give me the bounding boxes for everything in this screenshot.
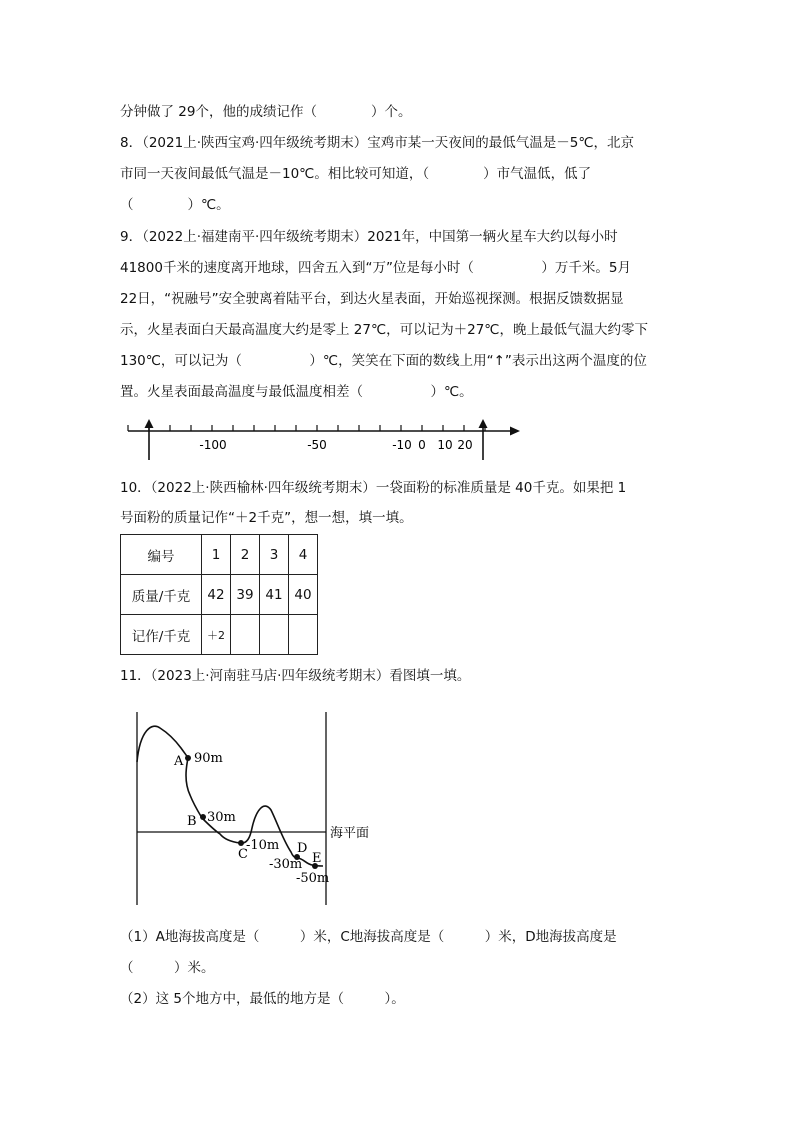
point-label-d: D [297,841,308,856]
up-arrow-icon [145,419,154,460]
table-cell[interactable] [231,615,260,655]
terrain-diagram [0,700,794,910]
nl-label-10: 10 [437,438,453,452]
q11-sub2-line: （2）这 5个地方中，最低的地方是（ ）。 [120,991,405,1007]
q9-line-6: 置。火星表面最高温度与最低温度相差（ ）℃。 [120,384,473,400]
nl-label--100: -100 [199,438,227,452]
table-cell: 41 [260,575,289,615]
up-arrow-icon [479,419,488,460]
table-header-cell: 质量/千克 [121,575,202,615]
point-label-b: B [187,814,197,829]
q11-line-1: 11．（2023上·河南驻马店·四年级统考期末）看图填一填。 [120,668,471,684]
q8-line-3: （ ）℃。 [120,197,230,213]
table-row [121,615,318,655]
table-cell: 1 [202,535,231,575]
height-label-a: 90m [194,751,223,766]
q8-line-2: 市同一天夜间最低气温是－10℃。相比较可知道，（ ）市气温低，低了 [120,166,592,182]
table-cell: 4 [289,535,318,575]
q9-line-5: 130℃，可以记为（ ）℃，笑笑在下面的数线上用“↑”表示出这两个温度的位 [120,353,647,369]
q10-line-1: 10．（2022上·陕西榆林·四年级统考期末）一袋面粉的标准质量是 40千克。如果把 1 [120,480,627,496]
q11-sub1-line-1: （1）A地海拔高度是（ ）米，C地海拔高度是（ ）米，D地海拔高度是 [120,929,617,945]
q8-line-1: 8．（2021上·陕西宝鸡·四年级统考期末）宝鸡市某一天夜间的最低气温是－5℃，北京 [120,135,635,151]
q9-line-3: 22日，“祝融号”安全驶离着陆平台，到达火星表面，开始巡视探测。根据反馈数据显 [120,291,624,307]
table-cell: 39 [231,575,260,615]
q10-line-2: 号面粉的质量记作“＋2千克”，想一想，填一填。 [120,510,413,526]
height-label-b: 30m [207,810,236,825]
terrain-profile [137,726,323,866]
nl-label-0: 0 [418,438,426,452]
sea-level-label: 海平面 [330,826,370,841]
q11-sub1-line-2: （ ）米。 [120,960,215,976]
table-header-cell: 记作/千克 [121,615,202,655]
height-label-e: -50m [296,871,330,886]
q9-line-2: 41800千米的速度离开地球，四舍五入到“万”位是每小时（ ）万千米。5月 [120,260,632,276]
q9-line-4: 示，火星表面白天最高温度大约是零上 27℃，可以记为＋27℃，晚上最低气温大约零下 [120,322,648,338]
table-header-cell: 编号 [121,535,202,575]
table-row [121,575,318,615]
table-cell: 42 [202,575,231,615]
height-label-d: -30m [269,857,303,872]
q9-line-1: 9．（2022上·福建南平·四年级统考期末）2021年，中国第一辆火星车大约以每小时 [120,229,618,245]
table-row [121,535,318,575]
point-label-e: E [312,851,322,866]
nl-label-20: 20 [457,438,473,452]
table-cell: 3 [260,535,289,575]
table-cell: 2 [231,535,260,575]
table-cell: 40 [289,575,318,615]
table-cell: ＋2 [202,615,231,655]
height-label-c: -10m [246,838,280,853]
number-line [0,410,794,470]
point-label-c: C [238,847,248,862]
nl-label--50: -50 [307,438,327,452]
line-q7-end: 分钟做了 29个，他的成绩记作（ ）个。 [120,104,412,120]
table-cell[interactable] [289,615,318,655]
point-label-a: A [174,754,184,769]
table-cell[interactable] [260,615,289,655]
flour-mass-table [120,534,318,655]
nl-label--10: -10 [392,438,412,452]
